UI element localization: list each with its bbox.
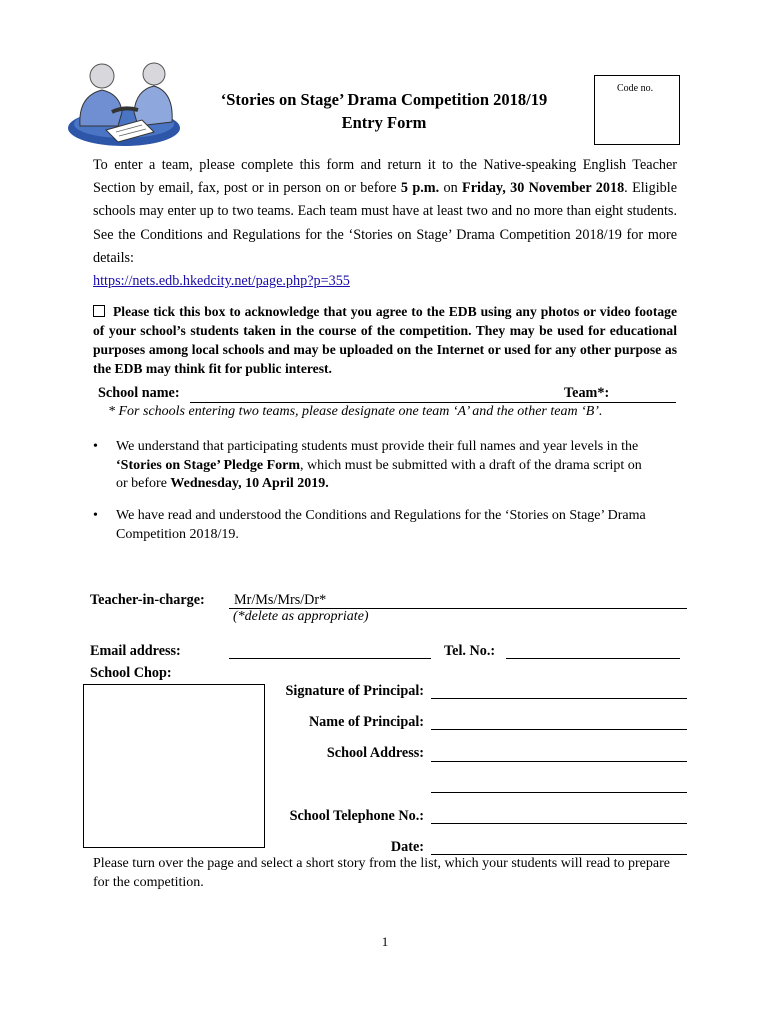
- intro-text-3: . Eligible schools may enter up to two teams. Each team must have at least two and no more than eight students. See the Conditions and Regulations for the ‘Stories on Stage’ Drama Competition 2018/19 for more details:: [93, 180, 677, 266]
- principal-name-field[interactable]: [431, 729, 687, 730]
- team-field[interactable]: [620, 402, 676, 403]
- deadline-time: 5 p.m.: [400, 180, 440, 197]
- teacher-title-options: Mr/Ms/Mrs/Dr*: [234, 592, 327, 608]
- tel-label: Tel. No.:: [444, 643, 496, 659]
- pledge-form-name: ‘Stories on Stage’ Pledge Form: [116, 457, 301, 473]
- bullet-pledge-part-2: , which must be submitted with a draft of the drama script on or before: [116, 457, 642, 491]
- school-telephone-field[interactable]: [431, 823, 687, 824]
- handshake-people-icon: [62, 56, 186, 150]
- footer-note: Please turn over the page and select a short story from the list, which your students will read to prepare for the competition.: [93, 856, 670, 890]
- school-name-label: School name:: [98, 385, 180, 401]
- school-address-label: School Address:: [326, 745, 424, 761]
- consent-checkbox[interactable]: [93, 305, 105, 317]
- bullet-dot-icon: •: [93, 508, 98, 523]
- tel-field[interactable]: [506, 658, 680, 659]
- bullet-pledge-text: [116, 438, 651, 494]
- team-note: * For schools entering two teams, please designate one team ‘A’ and the other team ‘B’.: [108, 404, 603, 419]
- school-address-field-1[interactable]: [431, 761, 687, 762]
- consent-text: Please tick this box to acknowledge that you agree to the EDB using any photos or video footage of your school’s students taken in the course of the competition. They may be used for educational purposes among local schools and may be uploaded on the Internet or used for any other purpose as the EDB may think fit for public interest.: [93, 304, 677, 376]
- code-label: Code no.: [617, 83, 654, 94]
- bullet-conditions-text: We have read and understood the Conditions and Regulations for the ‘Stories on Stage’ Drama Competition 2018/19.: [116, 508, 646, 542]
- deadline-date: Friday, 30 November 2018: [462, 180, 625, 197]
- signature-label: Signature of Principal:: [285, 683, 424, 699]
- form-title: [170, 88, 598, 134]
- school-chop-box[interactable]: [83, 684, 265, 848]
- details-link[interactable]: https://nets.edb.hkedcity.net/page.php?p=355: [93, 273, 350, 290]
- teacher-note: (*delete as appropriate): [233, 609, 369, 624]
- date-label: Date:: [390, 839, 424, 855]
- intro-paragraph: [93, 154, 677, 293]
- intro-text-1: To enter a team, please complete this form and return it to the Native-speaking English Teacher Section by email, fax, post or in person on or before: [93, 157, 677, 197]
- teacher-label: Teacher-in-charge:: [90, 592, 205, 608]
- title-line-2: Entry Form: [341, 113, 427, 132]
- code-number-box: [594, 75, 680, 145]
- principal-name-label: Name of Principal:: [308, 714, 424, 730]
- bullet-dot-icon: •: [93, 439, 98, 454]
- pledge-deadline: Wednesday, 10 April 2019.: [170, 476, 329, 491]
- signature-field[interactable]: [431, 698, 687, 699]
- page-number: 1: [381, 934, 389, 949]
- team-label: Team*:: [564, 385, 610, 401]
- school-name-field[interactable]: [190, 402, 640, 403]
- school-chop-label: School Chop:: [90, 665, 172, 681]
- consent-statement: [93, 302, 677, 378]
- title-line-1: ‘Stories on Stage’ Drama Competition 2018/19: [220, 90, 548, 109]
- bullet-pledge-part-1: We understand that participating students must provide their full names and year levels in the: [116, 439, 639, 454]
- intro-text-2: on: [439, 180, 463, 197]
- school-address-field-2[interactable]: [431, 792, 687, 793]
- school-telephone-label: School Telephone No.:: [289, 808, 424, 824]
- email-label: Email address:: [90, 643, 181, 659]
- email-field[interactable]: [229, 658, 431, 659]
- school-name-row: [98, 385, 674, 402]
